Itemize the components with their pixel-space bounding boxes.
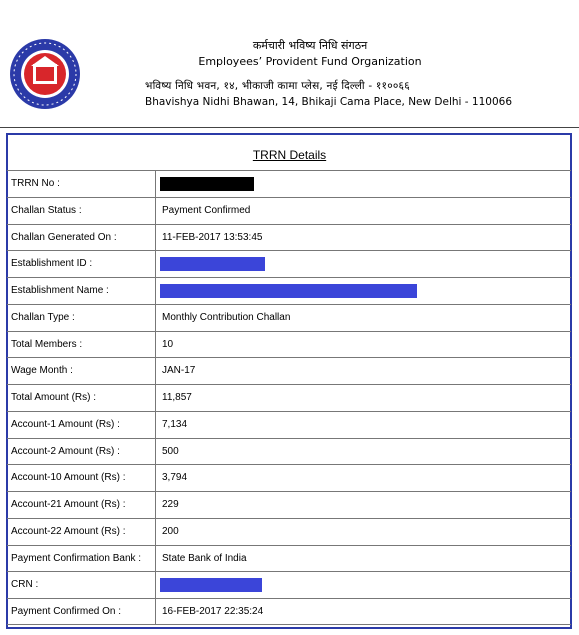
table-row: [7, 304, 571, 331]
field-value: 200: [162, 525, 179, 537]
table-row: [7, 357, 571, 384]
column-divider: [155, 332, 156, 358]
column-divider: [155, 412, 156, 438]
table-row: [7, 384, 571, 411]
table-bottom-border: [7, 624, 571, 625]
org-name-hindi: कर्मचारी भविष्य निधि संगठन: [252, 39, 368, 52]
redacted-value: [160, 257, 265, 271]
column-divider: [155, 599, 156, 625]
column-divider: [155, 546, 156, 572]
epfo-logo-icon: [9, 38, 81, 110]
page-title: TRRN Details: [252, 148, 327, 162]
table-row: [7, 277, 571, 304]
table-row: [7, 464, 571, 491]
column-divider: [155, 572, 156, 598]
header-divider: [0, 127, 579, 128]
org-name-english: Employees’ Provident Fund Organization: [198, 55, 422, 68]
field-value: Payment Confirmed: [162, 204, 251, 216]
column-divider: [155, 492, 156, 518]
table-row: [7, 598, 571, 625]
column-divider: [155, 519, 156, 545]
field-label: Challan Type :: [11, 311, 75, 323]
address-english: Bhavishya Nidhi Bhawan, 14, Bhikaji Cama Place, New Delhi - 110066: [145, 96, 513, 108]
field-label: Payment Confirmed On :: [11, 606, 122, 617]
field-value: 11,857: [162, 392, 192, 403]
field-label: Total Amount (Rs) :: [11, 392, 97, 403]
field-label: Payment Confirmation Bank :: [11, 552, 142, 564]
table-row: [7, 545, 571, 572]
table-row: [7, 197, 571, 224]
field-label: Account-1 Amount (Rs) :: [11, 418, 120, 430]
table-row: [7, 411, 571, 438]
field-label: Total Members :: [11, 338, 83, 350]
table-row: [7, 518, 571, 545]
column-divider: [155, 305, 156, 331]
column-divider: [155, 385, 156, 411]
redacted-value: [160, 284, 417, 298]
field-value: 16-FEB-2017 22:35:24: [162, 606, 264, 617]
field-value: 229: [162, 499, 179, 510]
field-value: 3,794: [162, 472, 188, 484]
field-value: JAN-17: [162, 365, 196, 377]
table-row: [7, 438, 571, 465]
column-divider: [155, 251, 156, 277]
address-hindi: भविष्य निधि भवन, १४, भीकाजी कामा प्लेस, नई दिल्ली - ११००६६: [145, 80, 410, 92]
field-label: Challan Generated On :: [11, 231, 117, 243]
field-value: 10: [162, 338, 174, 350]
column-divider: [155, 171, 156, 197]
field-label: CRN :: [11, 579, 39, 591]
field-value: 500: [162, 445, 179, 457]
field-label: Establishment ID :: [11, 258, 93, 270]
field-label: Wage Month :: [11, 365, 73, 377]
table-row: [7, 491, 571, 518]
field-label: Account-22 Amount (Rs) :: [11, 525, 126, 537]
field-label: Establishment Name :: [11, 285, 109, 296]
column-divider: [155, 358, 156, 384]
table-row: [7, 250, 571, 277]
table-row: [7, 224, 571, 251]
table-row: [7, 571, 571, 598]
column-divider: [155, 278, 156, 304]
page-header: [0, 0, 579, 128]
field-label: Account-21 Amount (Rs) :: [11, 499, 126, 510]
field-label: Account-10 Amount (Rs) :: [11, 472, 126, 484]
redacted-value: [160, 177, 254, 191]
table-row: [7, 170, 571, 197]
column-divider: [155, 465, 156, 491]
column-divider: [155, 439, 156, 465]
redacted-value: [160, 578, 262, 592]
field-value: State Bank of India: [162, 552, 247, 564]
field-label: Account-2 Amount (Rs) :: [11, 445, 120, 457]
table-row: [7, 331, 571, 358]
column-divider: [155, 225, 156, 251]
column-divider: [155, 198, 156, 224]
field-label: TRRN No :: [11, 178, 60, 189]
field-value: 11-FEB-2017 13:53:45: [162, 231, 263, 243]
field-label: Challan Status :: [11, 204, 82, 216]
field-value: 7,134: [162, 418, 188, 430]
field-value: Monthly Contribution Challan: [162, 311, 291, 323]
